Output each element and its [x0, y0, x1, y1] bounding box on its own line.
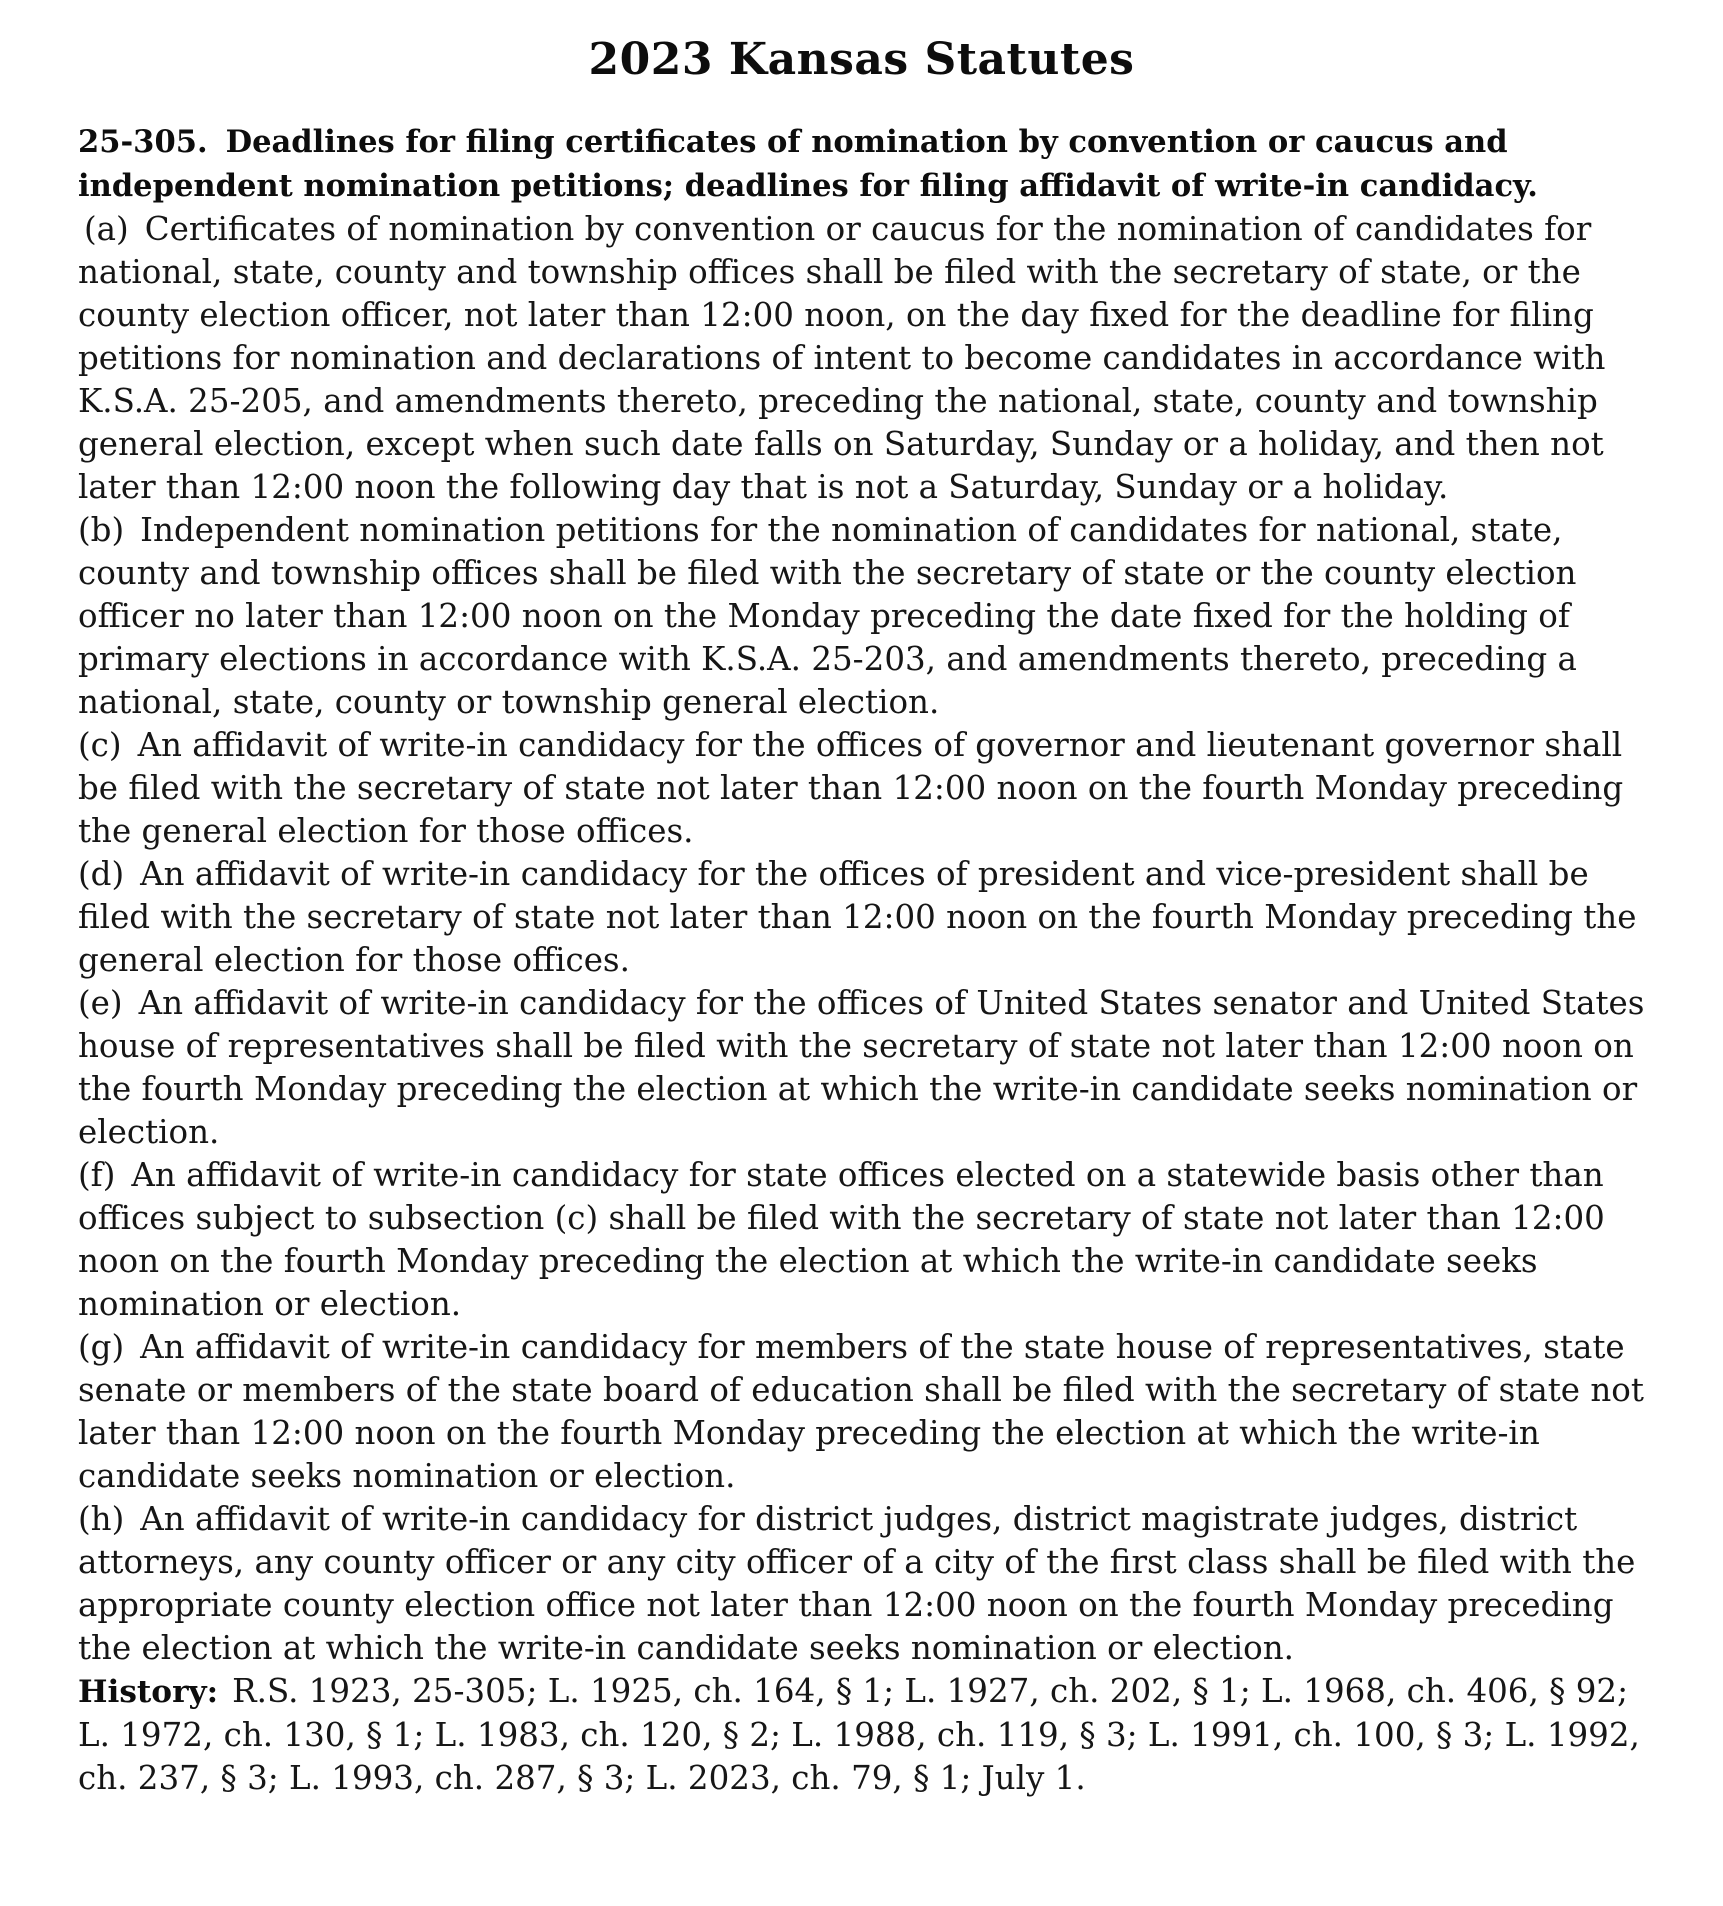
subsection-d-text: An affidavit of write-in candidacy for the offices of president and vice-president shall be filed with the secretary of state not later than 12:00 noon on the fourth Monday preceding the general election for those offices.: [78, 855, 1637, 979]
subsection-a-text: Certificates of nomination by convention or caucus for the nomination of candidates for national, state, county and township offices shall be filed with the secretary of state, or the county election officer, not later than 12:00 noon, on the day fixed for the deadline for filing petitions for nomination and declarations of intent to become candidates in accordance with K.S.A. 25-205, and amendments thereto, preceding the national, state, county and township general election, except when such date falls on Saturday, Sunday or a holiday, and then not later than 12:00 noon the following day that is not a Saturday, Sunday or a holiday.: [78, 210, 1606, 506]
history-label: History:: [78, 1674, 219, 1710]
subsection-b-label: (b): [78, 511, 125, 549]
statute-paragraph-g: [78, 1326, 1656, 1498]
history-text: R.S. 1923, 25-305; L. 1925, ch. 164, § 1; L. 1927, ch. 202, § 1; L. 1968, ch. 406, § 92; L. 1972, ch. 130, § 1; L. 1983, ch. 120, § 2; L. 1988, ch. 119, § 3; L. 1991, ch. 100, § 3; L. 1992, ch. 237, § 3; L. 1993, ch. 287, § 3; L. 2023, ch. 79, § 1; July 1.: [78, 1672, 1640, 1797]
subsection-c-text: An affidavit of write-in candidacy for the offices of governor and lieutenant governor shall be filed with the secretary of state not later than 12:00 noon on the fourth Monday preceding the general election for those offices.: [78, 726, 1624, 850]
statute-heading: Deadlines for filing certificates of nomination by convention or caucus and independent nomination petitions; deadlines for filing affidavit of write-in candidacy.: [78, 124, 1538, 204]
statute-paragraph-b: [78, 509, 1656, 724]
subsection-g-label: (g): [78, 1328, 125, 1366]
subsection-f-text: An affidavit of write-in candidacy for state offices elected on a statewide basis other than offices subject to subsection (c) shall be filed with the secretary of state not later than 12:00 noon on the fourth Monday preceding the election at which the write-in candidate seeks nomination or election.: [78, 1156, 1605, 1323]
subsection-c-label: (c): [78, 726, 122, 764]
subsection-e-text: An affidavit of write-in candidacy for the offices of United States senator and United States house of representatives shall be filed with the secretary of state not later than 12:00 noon on the fourth Monday preceding the election at which the write-in candidate seeks nomination or election.: [78, 984, 1645, 1151]
subsection-h-label: (h): [78, 1500, 125, 1538]
subsection-d-label: (d): [78, 855, 125, 893]
statute-paragraph-a: [78, 120, 1656, 509]
statute-history: [78, 1670, 1656, 1800]
page-title: 2023 Kansas Statutes: [588, 34, 1135, 85]
statute-number: 25-305.: [78, 124, 208, 160]
subsection-b-text: Independent nomination petitions for the nomination of candidates for national, state, county and township offices shall be filed with the secretary of state or the county election officer no later than 12:00 noon on the Monday preceding the date fixed for the holding of primary elections in accordance with K.S.A. 25-203, and amendments thereto, preceding a national, state, county or township general election.: [78, 511, 1577, 721]
subsection-a-label: (a): [84, 210, 129, 248]
statute-body: [78, 120, 1656, 1800]
subsection-e-label: (e): [78, 984, 123, 1022]
statute-paragraph-h: [78, 1498, 1656, 1670]
subsection-g-text: An affidavit of write-in candidacy for members of the state house of representatives, state senate or members of the state board of education shall be filed with the secretary of state not later than 12:00 noon on the fourth Monday preceding the election at which the write-in candidate seeks nomination or election.: [78, 1328, 1644, 1495]
subsection-f-label: (f): [78, 1156, 116, 1194]
statute-paragraph-e: [78, 982, 1656, 1154]
statute-paragraph-f: [78, 1154, 1656, 1326]
subsection-h-text: An affidavit of write-in candidacy for district judges, district magistrate judges, district attorneys, any county officer or any city officer of a city of the first class shall be filed with the appropriate county election office not later than 12:00 noon on the fourth Monday preceding the election at which the write-in candidate seeks nomination or election.: [78, 1500, 1636, 1667]
statute-paragraph-d: [78, 853, 1656, 982]
statute-paragraph-c: [78, 724, 1656, 853]
